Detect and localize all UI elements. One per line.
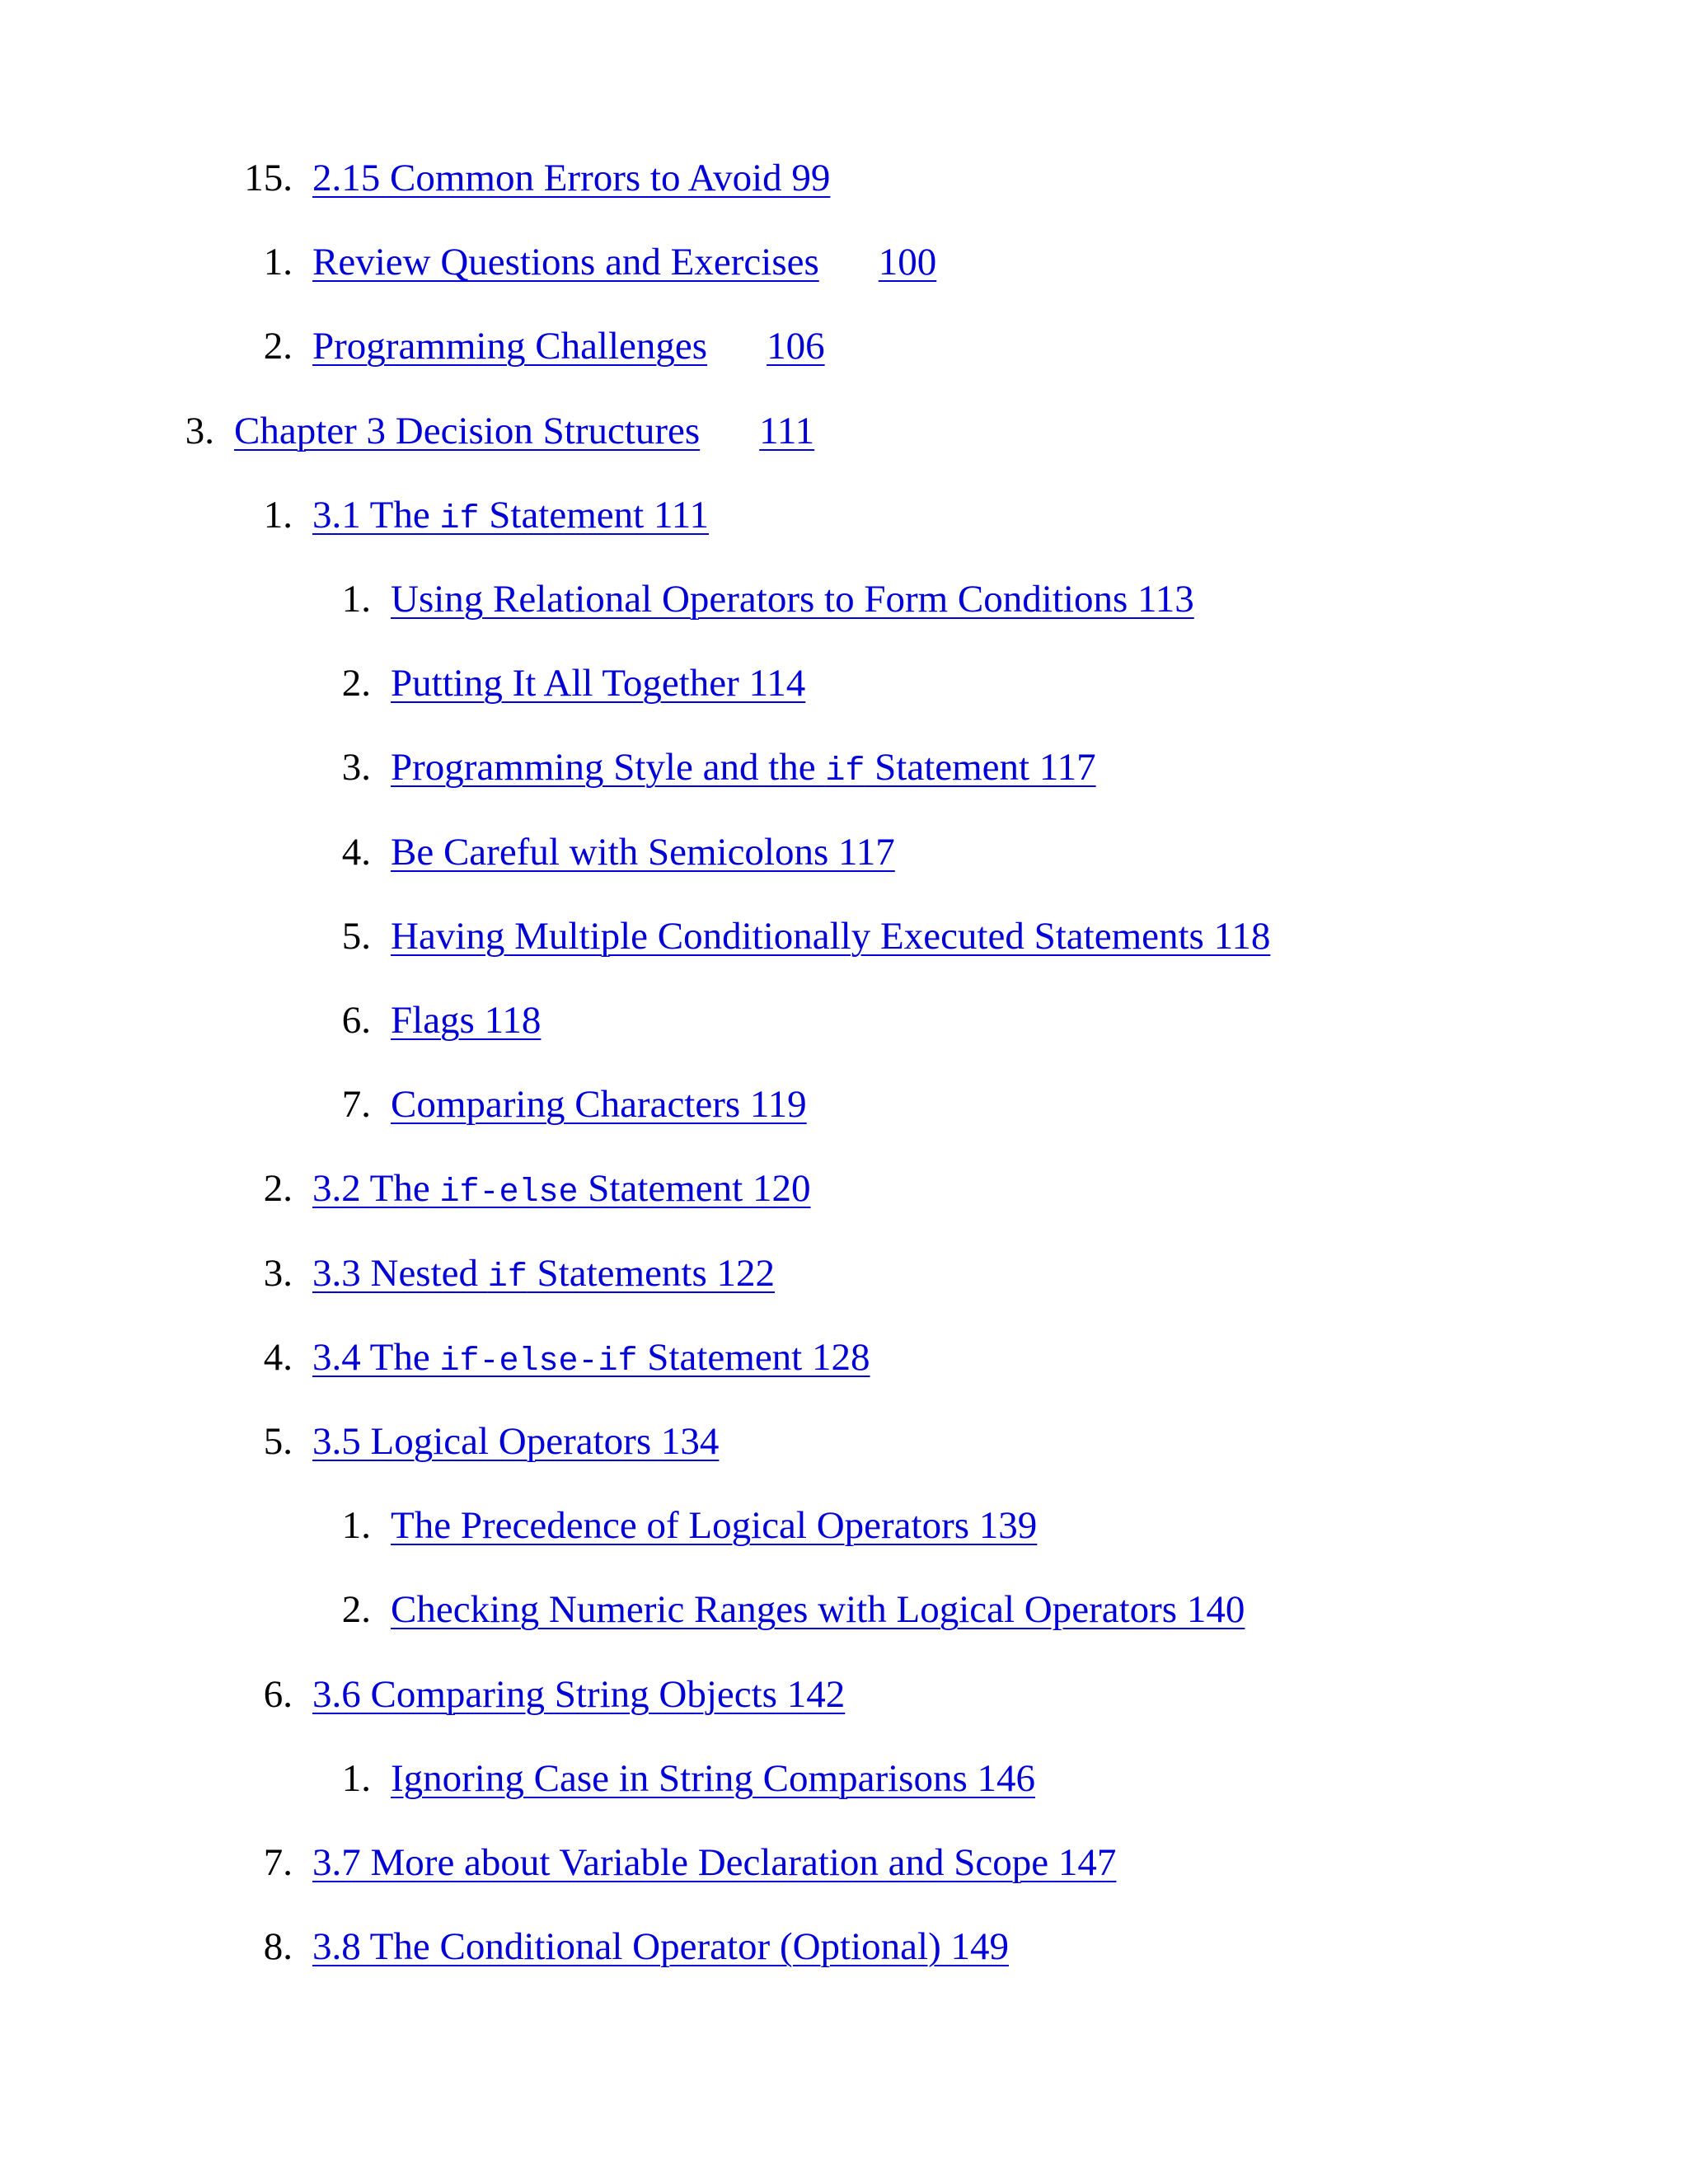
toc-entry-link[interactable] — [312, 1167, 810, 1210]
toc-entry-text: Statement 111 — [479, 493, 709, 537]
toc-entry-number: 2. — [263, 325, 293, 368]
toc-entry-level-3 — [280, 1746, 1035, 1811]
toc-entry-level-3 — [280, 1577, 1245, 1643]
toc-entry-number: 3. — [341, 746, 371, 790]
toc-entry-number: 1. — [341, 578, 371, 621]
toc-entry-text: 3.8 The Conditional Operator (Optional) 149 — [312, 1925, 1009, 1969]
toc-entry-level-2 — [202, 1155, 810, 1221]
toc-entry-link[interactable] — [312, 1925, 1009, 1968]
toc-entry-number: 6. — [263, 1672, 293, 1716]
toc-entry-link[interactable] — [391, 915, 1270, 958]
toc-entry-level-2 — [202, 1240, 775, 1306]
toc-entry-level-3 — [280, 819, 895, 885]
toc-entry-text: Statement 120 — [578, 1167, 811, 1211]
toc-entry-link[interactable] — [312, 241, 936, 284]
toc-entry-level-2 — [202, 1661, 845, 1727]
toc-entry-link[interactable] — [312, 1336, 870, 1379]
toc-entry-number: 2. — [341, 1588, 371, 1632]
toc-entry-number: 1. — [263, 493, 293, 537]
toc-entry-level-2 — [202, 145, 830, 211]
toc-entry-level-3 — [280, 1071, 807, 1137]
toc-entry-level-2 — [202, 1408, 719, 1474]
toc-code-keyword: if-else-if — [439, 1343, 638, 1380]
toc-entry-link[interactable] — [391, 999, 541, 1042]
toc-entry-level-3 — [280, 903, 1270, 969]
toc-entry-number: 7. — [341, 1083, 371, 1127]
toc-entry-link[interactable] — [312, 1673, 845, 1716]
toc-code-keyword: if — [487, 1258, 528, 1296]
toc-entry-number: 4. — [341, 830, 371, 874]
toc-entry-level-3 — [280, 1493, 1037, 1558]
toc-entry-text: 2.15 Common Errors to Avoid 99 — [312, 157, 831, 199]
toc-entry-number: 1. — [263, 241, 293, 284]
toc-entry-link[interactable] — [391, 1588, 1245, 1631]
toc-entry-level-2 — [202, 229, 936, 295]
toc-entry-number: 15. — [244, 157, 293, 199]
toc-entry-text: Flags 118 — [391, 999, 542, 1042]
toc-entry-link[interactable] — [312, 1420, 719, 1463]
toc-entry-level-3 — [280, 566, 1194, 632]
toc-entry-level-2 — [202, 1830, 1116, 1896]
toc-entry-text: 3.5 Logical Operators 134 — [312, 1420, 720, 1463]
toc-entry-text: Statement 128 — [637, 1335, 870, 1379]
toc-entry-link[interactable] — [391, 578, 1194, 621]
toc-entry-number: 4. — [263, 1335, 293, 1379]
toc-entry-text: Programming Challenges — [312, 325, 708, 368]
toc-entry-link[interactable] — [391, 746, 1096, 789]
toc-entry-text: 3.6 Comparing String Objects 142 — [312, 1672, 846, 1716]
toc-entry-text: Using Relational Operators to Form Conditions 113 — [391, 578, 1194, 621]
toc-entry-number: 3. — [185, 409, 214, 452]
toc-entry-level-2 — [202, 482, 709, 548]
toc-entry-text: The Precedence of Logical Operators 139 — [391, 1504, 1038, 1548]
toc-entry-text: Comparing Characters 119 — [391, 1083, 807, 1127]
toc-entry-text: Statement 117 — [865, 746, 1096, 790]
toc-entry-text: Be Careful with Semicolons 117 — [391, 830, 895, 874]
toc-entry-text: Having Multiple Conditionally Executed Statements 118 — [391, 914, 1271, 958]
toc-entry-text: 3.7 More about Variable Declaration and Scope 147 — [312, 1841, 1117, 1884]
toc-code-keyword: if — [825, 753, 865, 791]
toc-entry-text: 3.4 The — [312, 1335, 440, 1379]
toc-entry-number: 1. — [341, 1756, 371, 1800]
toc-entry-level-3 — [280, 650, 805, 716]
toc-entry-link[interactable] — [312, 494, 709, 537]
toc-code-keyword: if-else — [439, 1174, 579, 1212]
toc-entry-link[interactable] — [312, 325, 825, 368]
toc-entry-link[interactable] — [391, 1757, 1035, 1800]
toc-entry-level-3 — [280, 987, 541, 1053]
toc-code-keyword: if — [439, 500, 480, 538]
toc-entry-text: Putting It All Together 114 — [391, 662, 806, 705]
toc-entry-text: Chapter 3 Decision Structures — [234, 409, 701, 452]
toc-entry-number: 5. — [341, 914, 371, 958]
toc-entry-link[interactable] — [391, 1083, 807, 1126]
toc-entry-text: 3.1 The — [312, 493, 440, 537]
toc-entry-text: Review Questions and Exercises — [312, 241, 819, 284]
toc-entry-text: 3.2 The — [312, 1167, 440, 1211]
toc-entry-level-2 — [202, 1914, 1009, 1980]
toc-entry-number: 2. — [341, 662, 371, 705]
toc-entry-level-2 — [202, 313, 825, 379]
toc-entry-text: 100 — [878, 241, 937, 284]
toc-entry-text: 106 — [767, 325, 825, 368]
toc-entry-link[interactable] — [312, 157, 830, 199]
toc-entry-text: 111 — [759, 409, 815, 452]
toc-entry-text: Ignoring Case in String Comparisons 146 — [391, 1756, 1035, 1800]
toc-entry-level-3 — [280, 734, 1096, 800]
toc-entry-text: Statements 122 — [527, 1251, 776, 1295]
toc-entry-level-1 — [124, 398, 814, 464]
toc-entry-number: 3. — [263, 1251, 293, 1295]
toc-entry-number: 2. — [263, 1167, 293, 1211]
toc-entry-link[interactable] — [234, 410, 814, 452]
toc-entry-number: 8. — [263, 1925, 293, 1969]
toc-entry-link[interactable] — [391, 662, 805, 705]
toc-entry-text: Checking Numeric Ranges with Logical Operators 140 — [391, 1588, 1245, 1632]
toc-entry-number: 6. — [341, 999, 371, 1042]
toc-entry-number: 5. — [263, 1420, 293, 1463]
toc-entry-link[interactable] — [391, 831, 895, 874]
toc-entry-number: 1. — [341, 1504, 371, 1548]
toc-entry-number: 7. — [263, 1841, 293, 1884]
toc-entry-link[interactable] — [312, 1841, 1116, 1884]
toc-entry-link[interactable] — [391, 1504, 1037, 1547]
toc-entry-text: Programming Style and the — [391, 746, 826, 790]
toc-entry-text: 3.3 Nested — [312, 1251, 488, 1295]
toc-entry-link[interactable] — [312, 1252, 775, 1295]
toc-entry-level-2 — [202, 1324, 870, 1390]
